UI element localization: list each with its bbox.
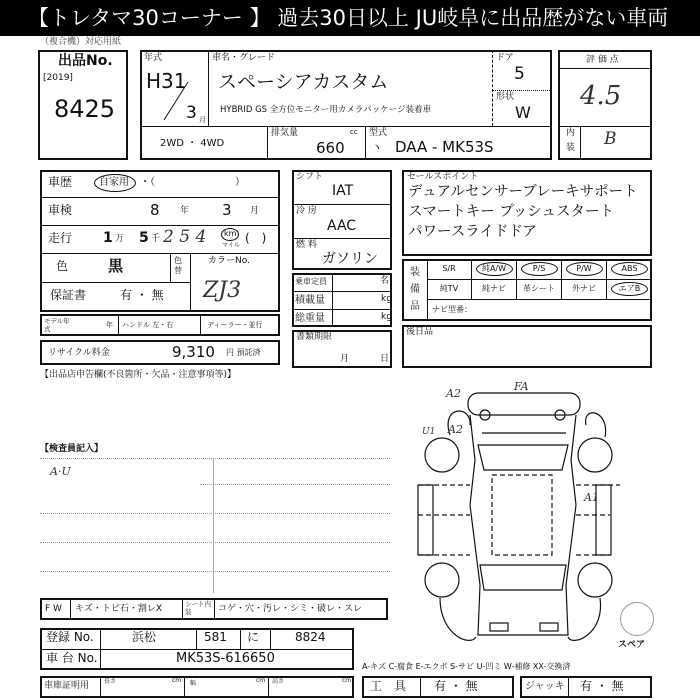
garage-label: 車庫証明用 <box>44 681 90 691</box>
mileage-sen: 5 <box>139 230 149 246</box>
aircon-label: 冷 房 <box>296 206 317 216</box>
equipment-item: ABS <box>607 259 652 279</box>
sales-point: デュアルセンサーブレーキサポート <box>408 184 638 200</box>
year-era: H31 <box>146 69 187 93</box>
lot-label: 出品No. <box>58 53 113 69</box>
displacement-label: 排気量 <box>271 128 299 138</box>
mileage-sen-unit: 千 <box>151 234 161 244</box>
damage-mark: U1 <box>422 427 436 437</box>
cm-unit: cm <box>256 677 266 684</box>
equipment-item: 外ナビ <box>562 279 607 299</box>
model-code: DAA - MK53S <box>395 138 494 156</box>
fw-items: キズ・トビ石・割レX <box>75 604 162 614</box>
lot-year-stamp: [2019] <box>43 73 73 83</box>
equipment-label: 装備品 <box>410 267 420 312</box>
fuel-label: 燃 料 <box>296 240 317 250</box>
interior-label-2: 装 <box>566 143 576 153</box>
equipment-item: 革シート <box>517 279 562 299</box>
name-label: 車名・グレード <box>212 53 276 63</box>
equipment-circle <box>611 282 648 296</box>
recycle-fee: 9,310 <box>172 343 215 361</box>
garage-width: 幅 <box>190 680 197 687</box>
warranty-label: 保証書 <box>50 288 87 302</box>
equipment-circle <box>521 262 558 276</box>
garage-height: 高さ <box>272 678 285 685</box>
handle: ハンドル 左・右 <box>122 321 174 329</box>
car-name: スペーシアカスタム <box>218 71 389 93</box>
car-damage-diagram <box>400 385 620 655</box>
spare-label: スペア <box>618 640 646 650</box>
score-label: 評 価 点 <box>586 55 619 65</box>
seller-notes-label: 【出品店申告欄(不良箇所・欠品・注意事項等)】 <box>40 370 237 380</box>
later-items-label: 後日品 <box>406 327 434 337</box>
damage-mark: FA <box>514 380 529 393</box>
registration-kana: に <box>247 630 260 644</box>
damage-legend: A-キズ C-腐食 E-エクボ S-サビ U-凹ミ W-補修 XX-交換済 <box>362 662 571 671</box>
mileage-man: 1 <box>103 230 113 246</box>
registration-label: 登録 No. <box>46 630 94 644</box>
sales-label: セールスポイント <box>407 172 479 182</box>
inspection-year: 8 <box>150 201 160 219</box>
sales-point: パワースライドドア <box>408 224 537 240</box>
equipment-item: S/R <box>427 259 472 279</box>
navi-model: ナビ型番： <box>432 305 472 314</box>
capacity-label: 乗車定員 <box>295 277 327 286</box>
interior-label-1: 内 <box>566 128 576 138</box>
score-value: 4.5 <box>580 81 622 111</box>
load-label: 積載量 <box>295 295 325 306</box>
inspection-month: 3 <box>222 201 232 219</box>
car-grade: HYBRID GS 全方位モニター用カメラパッケージ装着車 <box>220 105 432 115</box>
equipment-item: 純ナビ <box>472 279 517 299</box>
sub-note: （複合機）対応用紙 <box>40 37 122 47</box>
equipment-item: 純TV <box>427 279 472 299</box>
cm-unit: cm <box>342 677 352 684</box>
shape-label: 形状 <box>496 92 515 102</box>
inspector-label: 【検査員記入】 <box>40 444 104 454</box>
aircon-value: AAC <box>327 218 357 234</box>
equipment-item: P/S <box>517 259 562 279</box>
registration-area: 浜松 <box>132 630 157 644</box>
lot-number: 8425 <box>54 95 116 123</box>
color-code-label: カラーNo. <box>208 256 250 266</box>
interior-score: B <box>604 129 617 149</box>
year-month: 3 <box>186 103 197 123</box>
recycle-label: リサイクル料金 <box>48 348 110 358</box>
capacity-unit: 名 <box>380 276 390 286</box>
tools-value: 有 ・ 無 <box>434 679 478 693</box>
body-shape: W <box>515 103 531 122</box>
mileage-label: 走行 <box>48 231 73 245</box>
recycle-unit: 円 預託済 <box>226 348 261 357</box>
garage-length: 長さ <box>104 678 117 685</box>
spare-tire-icon <box>620 602 654 636</box>
cm-unit: cm <box>172 677 182 684</box>
equipment-item: P/W <box>562 259 607 279</box>
door-count: 5 <box>514 64 525 84</box>
displacement-value: 660 <box>316 139 345 157</box>
model-code-mark: ヽ <box>371 140 384 154</box>
equipment-circle <box>566 262 603 276</box>
history-label: 車歴 <box>48 175 73 189</box>
mileage-rest: 2 5 4 <box>163 227 207 247</box>
damage-mark: A2 <box>446 387 461 400</box>
banner-title: 【トレタマ30コーナー 】 過去30日以上 JU岐阜に出品歴がない車両 <box>0 0 700 36</box>
docs-month: 月 <box>340 354 350 364</box>
equipment-grid <box>427 259 652 299</box>
door-label: ドア <box>496 53 514 63</box>
drive-type: 2WD ・ 4WD <box>160 138 225 149</box>
chassis-number: MK53S-616650 <box>176 651 275 666</box>
history-other: ・（ ） <box>140 177 245 188</box>
shift-value: IAT <box>332 183 354 199</box>
docs-day: 日 <box>380 354 390 364</box>
registration-number: 8824 <box>295 630 326 644</box>
model-year-unit: 年 <box>106 321 113 329</box>
inspection-month-unit: 月 <box>250 206 260 216</box>
color-label: 色 <box>56 259 69 273</box>
month-unit: 月 <box>199 116 206 124</box>
docs-label: 書類期限 <box>296 332 333 342</box>
fuel-value: ガソリン <box>322 251 378 267</box>
cc-unit: cc <box>350 128 358 136</box>
equipment-item: 純A/W <box>472 259 517 279</box>
jack-value: 有 ・ 無 <box>580 679 624 693</box>
mileage-man-unit: 万 <box>115 234 125 244</box>
dealer: ディーラー・並行 <box>207 321 263 329</box>
km-unit: km <box>224 229 237 238</box>
shift-label: シフト <box>296 172 324 182</box>
model-code-label: 型式 <box>369 128 388 138</box>
color-value: 黒 <box>108 257 124 275</box>
chassis-label: 車 台 No. <box>46 651 98 665</box>
gross-unit: kg <box>381 312 392 322</box>
history-value: 自家用 <box>99 177 129 188</box>
later-items-box <box>402 325 652 368</box>
seat-items: コゲ・穴・汚レ・シミ・破レ・スレ <box>218 604 363 614</box>
equipment-item: エアB <box>607 279 652 299</box>
inspector-note: A·U <box>50 465 71 478</box>
model-year-label: モデル年式 <box>44 317 70 333</box>
jack-label: ジャッキ <box>525 681 565 692</box>
registration-class: 581 <box>204 630 227 644</box>
mile-unit: マイル <box>222 242 240 249</box>
damage-mark: A1 <box>584 491 599 504</box>
inspection-label: 車検 <box>48 203 73 217</box>
repaint-label: 色替 <box>174 256 182 275</box>
equipment-circle <box>476 262 513 276</box>
color-code: ZJ3 <box>203 278 242 303</box>
mileage-paren: ( ) <box>245 231 267 245</box>
warranty-value: 有 ・ 無 <box>120 288 164 302</box>
inspection-year-unit: 年 <box>180 206 190 216</box>
year-label: 年式 <box>144 53 163 63</box>
equipment-circle <box>611 262 648 276</box>
sales-point: スマートキー プッシュスタート <box>408 204 615 220</box>
seat-label: シート内装 <box>185 600 211 616</box>
damage-mark: A2 <box>448 423 463 436</box>
load-unit: kg <box>381 294 392 304</box>
tools-label: 工 具 <box>370 679 407 693</box>
fw-label: F W <box>45 604 62 614</box>
gross-label: 総重量 <box>295 313 325 324</box>
